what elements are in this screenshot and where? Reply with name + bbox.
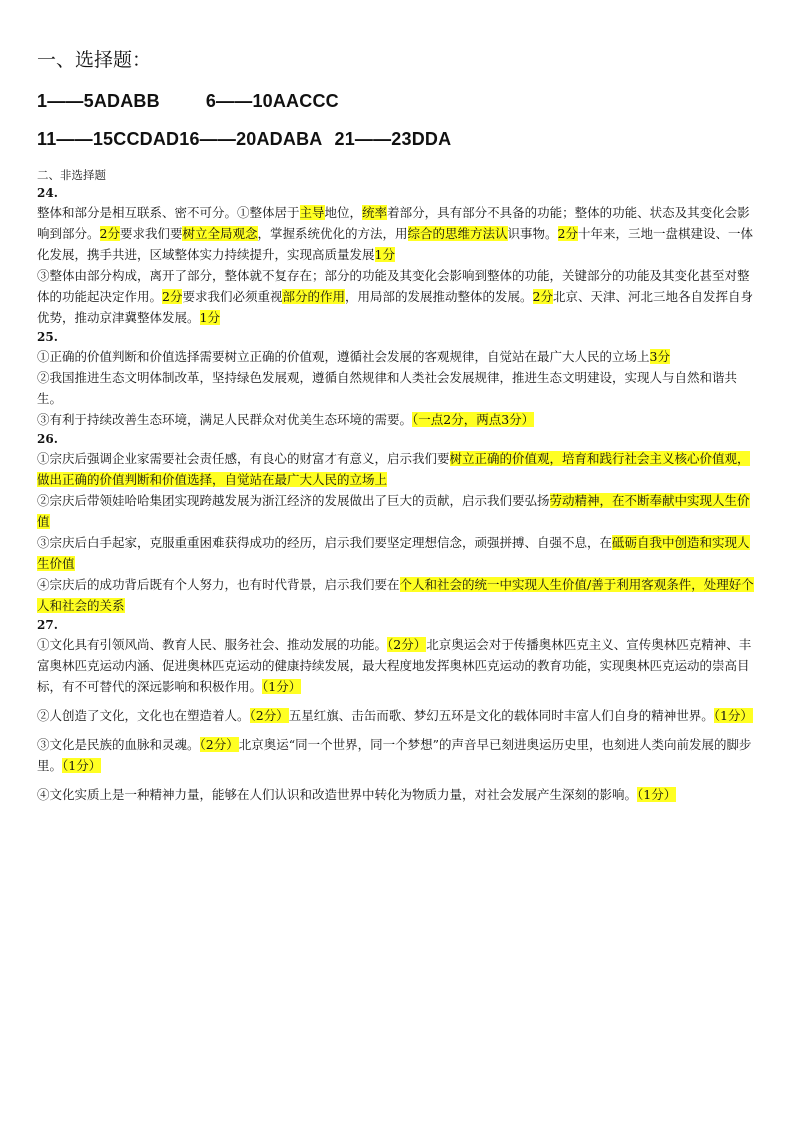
q24-text: 十年来，三地一盘棋建设、一体化发展，携手共进，区域整体实力持续提升，实现高质量发展 — [37, 226, 754, 262]
q25-text: ②我国推进生态文明体制改革，坚持绿色发展观，遵循自然规律和人类社会发展规律，推进生态文明建设，实现人与自然和谐共生。 — [37, 370, 738, 406]
q27-text: 北京奥运会对于传播奥林匹克主义、宣传奥林匹克精神、丰富奥林匹克运动内涵、促进奥林匹克运动的健康持续发展，最大程度地发挥奥林匹克运动的教育功能，实现奥林匹克运动的崇高目标，有不可替代的深远影响和积极作用。 — [37, 637, 752, 694]
q24-paragraph-1 — [37, 202, 759, 265]
q24-text: 着部分，具有部分不具备的功能；整体的功能、状态及其变化会影响到部分。 — [37, 205, 750, 241]
q27-text: 北京奥运“同一个世界，同一个梦想”的声音早已刻进奥运历史里，也刻进人类向前发展的脚步里。 — [37, 737, 752, 773]
q25-score: （一点2分，两点3分） — [412, 412, 535, 427]
answers-21-23: 21——23DDA — [334, 129, 452, 149]
q26-text: ④宗庆后的成功背后既有个人努力，也有时代背景，启示我们要在 — [37, 577, 400, 592]
q27-text: ①文化具有引领风尚、教育人民、服务社会、推动发展的功能。 — [37, 637, 388, 652]
q25-point-2 — [37, 367, 759, 409]
q27-score: （1分） — [713, 708, 753, 723]
answer-page — [37, 46, 759, 805]
q27-point-2 — [37, 705, 759, 726]
q26-highlight: 劳动精神，在不断奉献中实现人生价值 — [37, 493, 750, 529]
answers-1-5: 1——5ADABB — [37, 91, 160, 111]
q26-highlight: 砥砺自我中创造和实现人生价值 — [37, 535, 750, 571]
q26-number: 26. — [37, 432, 58, 446]
q27-point-3 — [37, 734, 759, 776]
q27-score: （1分） — [62, 758, 102, 773]
q25-point-1 — [37, 346, 759, 367]
q24-score: 2分 — [162, 289, 183, 304]
answers-6-10: 6——10AACCC — [205, 91, 339, 111]
q24-text: 要求我们必须重视 — [182, 289, 283, 304]
q27-score: （1分） — [262, 679, 302, 694]
q24-text: ，掌握系统优化的方法，用 — [257, 226, 408, 241]
answers-line-1 — [37, 88, 759, 114]
q25-number: 25. — [37, 330, 58, 344]
q24-text: 识事物。 — [507, 226, 558, 241]
answers-line-2 — [37, 126, 759, 152]
q26-text: ③宗庆后白手起家，克服重重困难获得成功的经历，启示我们要坚定理想信念，顽强拼搏、自强不息，在 — [37, 535, 613, 550]
q24-score: 2分 — [99, 226, 120, 241]
q24-score: 1分 — [374, 247, 395, 262]
q25-point-3 — [37, 409, 759, 430]
q27-score: （2分） — [249, 708, 289, 723]
q26-point-4 — [37, 574, 759, 616]
q27-text: ④文化实质上是一种精神力量，能够在人们认识和改造世界中转化为物质力量，对社会发展产生深刻的影响。 — [37, 787, 638, 802]
q27-number: 27. — [37, 618, 58, 632]
q27-point-1 — [37, 634, 759, 697]
q25-text: ①正确的价值判断和价值选择需要树立正确的价值观，遵循社会发展的客观规律，自觉站在最广大人民的立场上 — [37, 349, 650, 364]
q24-paragraph-2 — [37, 265, 759, 328]
q24-text: 要求我们要 — [119, 226, 183, 241]
q26-text: ①宗庆后强调企业家需要社会责任感，有良心的财富才有意义，启示我们要 — [37, 451, 450, 466]
q24-score: 2分 — [532, 289, 553, 304]
q24-text: ，用局部的发展推动整体的发展。 — [345, 289, 533, 304]
q26-point-1 — [37, 448, 759, 490]
section1-title: 一、选择题： — [37, 49, 152, 71]
q24-highlight: 树立全局观念 — [182, 226, 258, 241]
q26-text: ②宗庆后带领娃哈哈集团实现跨越发展为浙江经济的发展做出了巨大的贡献，启示我们要弘扬 — [37, 493, 550, 508]
q27-point-4 — [37, 784, 759, 805]
answers-11-20: 11——15CCDAD16——20ADABA — [37, 129, 323, 149]
q24-text: 北京、天津、河北三地各自发挥自身优势，推动京津冀整体发展。 — [37, 289, 753, 325]
q27-score: （1分） — [637, 787, 677, 802]
q26-point-2 — [37, 490, 759, 532]
q27-score: （2分） — [199, 737, 239, 752]
q27-text: ③文化是民族的血脉和灵魂。 — [37, 737, 200, 752]
q25-text: ③有利于持续改善生态环境，满足人民群众对优美生态环境的需要。 — [37, 412, 413, 427]
q24-score: 1分 — [199, 310, 220, 325]
q24-text: 地位， — [324, 205, 363, 220]
q24-number: 24. — [37, 186, 58, 200]
q26-highlight: 个人和社会的统一中实现人生价值/善于利用客观条件，处理好个人和社会的关系 — [37, 577, 754, 613]
q24-highlight: 统率 — [362, 205, 388, 220]
q24-text: 整体和部分是相互联系、密不可分。①整体居于 — [37, 205, 300, 220]
q27-text: 五星红旗、击缶而歌、梦幻五环是文化的载体同时丰富人们自身的精神世界。 — [288, 708, 714, 723]
q25-score: 3分 — [649, 349, 670, 364]
q24-highlight: 部分的作用 — [282, 289, 345, 304]
q24-highlight: 综合的思维方法认 — [407, 226, 508, 241]
q27-score: （2分） — [387, 637, 427, 652]
q24-text: ③整体由部分构成，离开了部分，整体就不复存在；部分的功能及其变化会影响到整体的功能，关键部分的功能及其变化甚至对整体的功能起决定作用。 — [37, 268, 750, 304]
q26-highlight: 树立正确的价值观，培育和践行社会主义核心价值观，做出正确的价值判断和价值选择，自觉站在最广大人民的立场上 — [37, 451, 750, 487]
q27-text: ②人创造了文化，文化也在塑造着人。 — [37, 708, 250, 723]
section2-title: 二、非选择题 — [37, 168, 106, 182]
q24-highlight: 主导 — [299, 205, 325, 220]
q26-point-3 — [37, 532, 759, 574]
q24-score: 2分 — [557, 226, 578, 241]
